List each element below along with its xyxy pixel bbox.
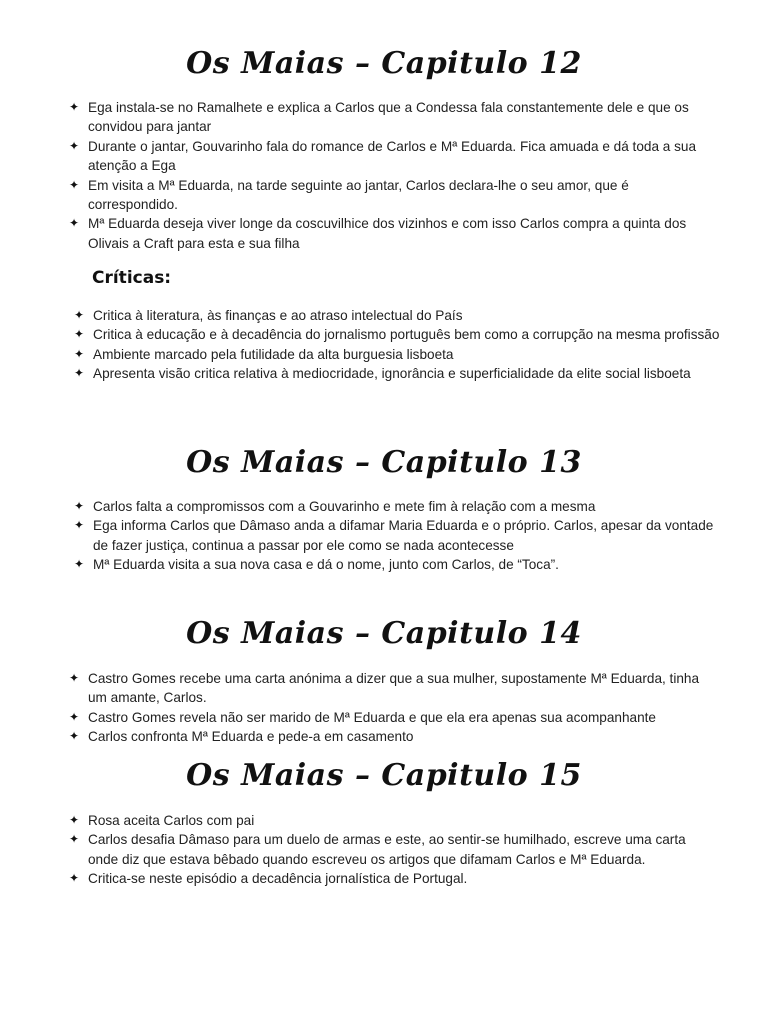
- list-item: ✦ Mª Eduarda deseja viver longe da coscuvilhice dos vizinhos e com isso Carlos compra a quinta dos Olivais a Craft para esta e sua filha: [66, 214, 716, 253]
- chapter-12-criticas-list: [71, 306, 731, 384]
- four-point-star-icon: ✦: [73, 366, 85, 381]
- list-item: ✦ Castro Gomes recebe uma carta anónima a dizer que a sua mulher, supostamente Mª Eduarda, tinha um amante, Carlos.: [66, 669, 716, 708]
- list-item: ✦ Critica-se neste episódio a decadência jornalística de Portugal.: [66, 869, 716, 888]
- chapter-12-summary-list: [66, 98, 716, 253]
- list-item: ✦ Ambiente marcado pela futilidade da alta burguesia lisboeta: [71, 345, 731, 364]
- list-item: ✦ Carlos confronta Mª Eduarda e pede-a em casamento: [66, 727, 716, 746]
- four-point-star-icon: ✦: [68, 671, 80, 685]
- chapter-14-title: Os Maias – Capitulo 14: [186, 616, 582, 651]
- four-point-star-icon: ✦: [73, 346, 85, 361]
- list-item: ✦ Apresenta visão critica relativa à mediocridade, ignorância e superficialidade da elite social lisboeta: [71, 364, 731, 383]
- four-point-star-icon: ✦: [73, 518, 85, 533]
- list-item: ✦ Ega informa Carlos que Dâmaso anda a difamar Maria Eduarda e o próprio. Carlos, apesar da vontade de fazer justiça, continua a passar por ele como se nada acontecesse: [71, 516, 726, 555]
- list-item: ✦ Carlos desafia Dâmaso para um duelo de armas e este, ao sentir-se humilhado, escreve uma carta onde diz que estava bêbado quando escreveu os artigos que difamam Carlos e Mª Eduarda.: [66, 830, 716, 869]
- four-point-star-icon: ✦: [73, 327, 85, 342]
- four-point-star-icon: ✦: [68, 729, 80, 744]
- list-item: ✦ Carlos falta a compromissos com a Gouvarinho e mete fim à relação com a mesma: [71, 497, 726, 516]
- chapter-13-summary-list: [71, 497, 726, 575]
- four-point-star-icon: ✦: [68, 832, 80, 847]
- list-item: ✦ Durante o jantar, Gouvarinho fala do romance de Carlos e Mª Eduarda. Fica amuada e dá toda a sua atenção a Ega: [66, 137, 716, 176]
- four-point-star-icon: ✦: [73, 499, 85, 513]
- four-point-star-icon: ✦: [68, 100, 80, 114]
- chapter-15-summary-list: [66, 811, 716, 889]
- list-item: ✦ Critica à educação e à decadência do jornalismo português bem como a corrupção na mesma profissão: [71, 325, 731, 344]
- list-item: ✦ Castro Gomes revela não ser marido de Mª Eduarda e que ela era apenas sua acompanhante: [66, 708, 716, 727]
- four-point-star-icon: ✦: [68, 177, 80, 192]
- chapter-15-title: Os Maias – Capitulo 15: [186, 758, 582, 793]
- chapter-14-summary-list: [66, 669, 716, 747]
- chapter-12-title: Os Maias – Capitulo 12: [186, 46, 582, 81]
- list-item: ✦ Mª Eduarda visita a sua nova casa e dá o nome, junto com Carlos, de “Toca”.: [71, 555, 726, 574]
- four-point-star-icon: ✦: [68, 813, 80, 827]
- list-item: ✦ Critica à literatura, às finanças e ao atraso intelectual do País: [71, 306, 731, 325]
- four-point-star-icon: ✦: [68, 709, 80, 724]
- list-item: ✦ Em visita a Mª Eduarda, na tarde seguinte ao jantar, Carlos declara-lhe o seu amor, que é correspondido.: [66, 176, 716, 215]
- four-point-star-icon: ✦: [68, 871, 80, 886]
- four-point-star-icon: ✦: [73, 557, 85, 572]
- list-item: ✦ Ega instala-se no Ramalhete e explica a Carlos que a Condessa fala constantemente dele e que os convidou para jantar: [66, 98, 716, 137]
- four-point-star-icon: ✦: [68, 138, 80, 153]
- criticas-heading: Críticas:: [92, 268, 172, 288]
- four-point-star-icon: ✦: [68, 216, 80, 231]
- four-point-star-icon: ✦: [73, 308, 85, 322]
- chapter-13-title: Os Maias – Capitulo 13: [186, 445, 582, 480]
- list-item: ✦ Rosa aceita Carlos com pai: [66, 811, 716, 830]
